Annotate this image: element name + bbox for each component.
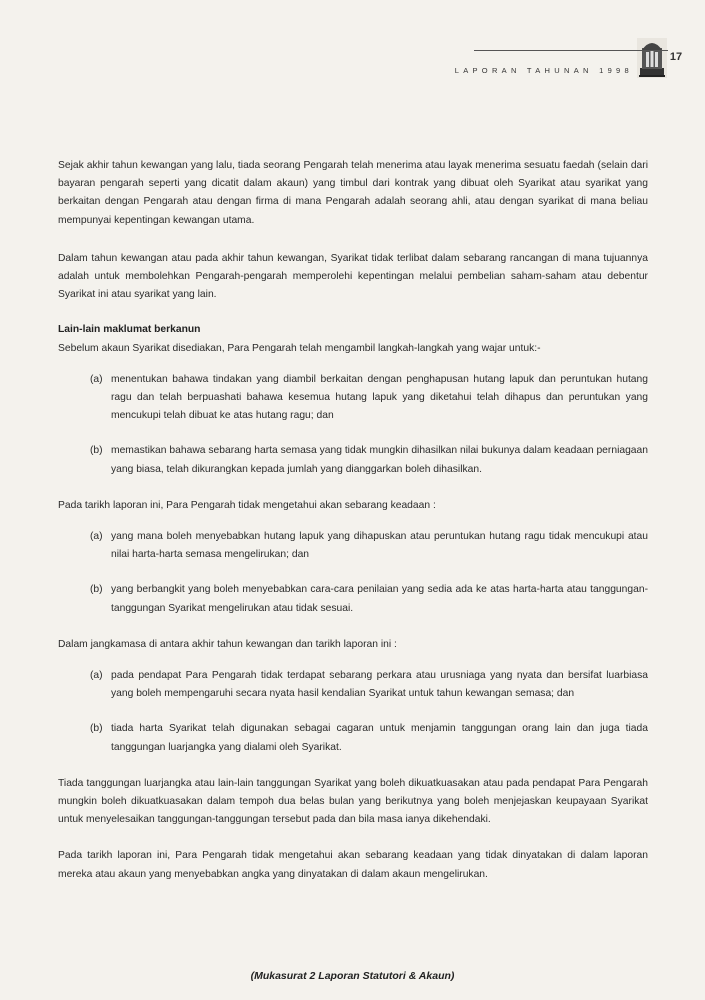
header-rule [474, 50, 668, 51]
list-marker: (b) [90, 723, 103, 735]
page-number: 17 [669, 51, 683, 63]
paragraph: Dalam tahun kewangan atau pada akhir tahun kewangan, Syarikat tidak terlibat dalam sebarang rancangan di mana tujuannya adalah untuk membolehkan Pengarah-pengarah memperolehi kepentingan melalui pembelian saham-saham atau debentur Syarikat ini atau syarikat yang lain. [58, 252, 648, 301]
list-item-text: tiada harta Syarikat telah digunakan sebagai cagaran untuk menjamin tanggungan orang lain dan juga tiada tanggungan luarjangka yang dialami oleh Syarikat. [111, 723, 648, 753]
section-heading: Lain-lain maklumat berkanun [58, 324, 201, 336]
section-intro: Sebelum akaun Syarikat disediakan, Para Pengarah telah mengambil langkah-langkah yang wajar untuk:- [58, 342, 541, 354]
list-conditions [58, 528, 648, 618]
list-item [90, 581, 648, 617]
list-item-text: yang berbangkit yang boleh menyebabkan cara-cara penilaian yang sedia ada ke atas harta-harta atau tanggungan-tanggungan Syarikat mengelirukan atau tidak sesuai. [111, 584, 648, 614]
list-item-text: pada pendapat Para Pengarah tidak terdapat sebarang perkara atau urusniaga yang nyata dan bersifat luarbiasa yang boleh mempengaruhi secara nyata hasil kendalian Syarikat untuk tahun kewangan semasa; dan [111, 670, 648, 700]
list-marker: (b) [90, 445, 103, 457]
report-title: LAPORAN TAHUNAN 1998 [454, 66, 633, 75]
paragraph: Sejak akhir tahun kewangan yang lalu, tiada seorang Pengarah telah menerima atau layak menerima sesuatu faedah (selain dari bayaran pengarah seperti yang dicatit dalam akaun) yang timbul dari kontrak yang dibuat oleh Syarikat atau syarikat yang berkaitan dengan Pengarah atau dengan firma di mana Pengarah adalah seorang ahli, atau dengan syarikat di mana beliau mempunyai kepentingan kewangan utama. [58, 160, 648, 226]
list-item-text: menentukan bahawa tindakan yang diambil berkaitan dengan penghapusan hutang lapuk dan peruntukan hutang ragu dan telah berpuashati bahawa kesemua hutang lapuk yang diketahui telah dihapus dan peruntukan yang mencukupi telah dibuat ke atas hutang ragu; dan [111, 373, 648, 422]
list-item [90, 528, 648, 564]
list-marker: (b) [90, 584, 103, 596]
page-footer: (Mukasurat 2 Laporan Statutori & Akaun) [250, 970, 455, 982]
paragraph: Tiada tanggungan luarjangka atau lain-lain tanggungan Syarikat yang boleh dikuatkuasakan atau pada pendapat Para Pengarah mungkin boleh dikuatkuasakan dalam tempoh dua belas bulan yang berikutnya yang boleh menjejaskan keupayaan Syarikat untuk menyelesaikan tanggungan-tanggungan tersebut pada dan bila masa ianya dikehendaki. [58, 777, 648, 826]
list-item [90, 720, 648, 756]
document-body [58, 157, 648, 884]
paragraph: Pada tarikh laporan ini, Para Pengarah tidak mengetahui akan sebarang keadaan yang tidak dinyatakan di dalam laporan mereka atau akaun yang menyebabkan angka yang dinyatakan di dalam akaun mengelirukan. [58, 850, 648, 880]
list-item [90, 667, 648, 703]
list-period [58, 667, 648, 757]
list-item [90, 371, 648, 426]
list-marker: (a) [90, 373, 103, 385]
paragraph: Pada tarikh laporan ini, Para Pengarah tidak mengetahui akan sebarang keadaan : [58, 499, 436, 511]
paragraph: Dalam jangkamasa di antara akhir tahun kewangan dan tarikh laporan ini : [58, 638, 397, 650]
list-item-text: memastikan bahawa sebarang harta semasa yang tidak mungkin dihasilkan nilai bukunya dalam keadaan perniagaan yang biasa, telah dikurangkan kepada jumlah yang dianggarkan boleh dihasilkan. [111, 445, 648, 475]
list-steps [58, 371, 648, 479]
list-marker: (a) [90, 670, 103, 682]
page-header [455, 38, 667, 78]
list-item-text: yang mana boleh menyebabkan hutang lapuk yang dihapuskan atau peruntukan hutang ragu tidak mencukupi atau nilai harta-harta semasa mengelirukan; dan [111, 531, 648, 561]
list-marker: (a) [90, 531, 103, 543]
list-item [90, 442, 648, 478]
